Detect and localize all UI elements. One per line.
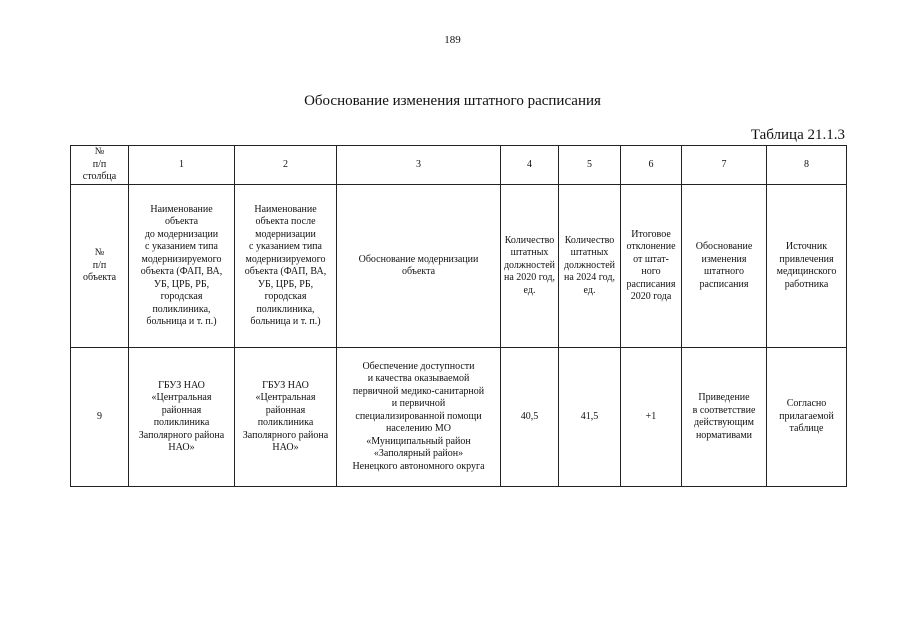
data-positions-2024: 41,5 — [559, 348, 621, 487]
column-number-cell: № п/п столбца — [71, 146, 129, 185]
page-number: 189 — [444, 34, 461, 46]
header-change-reason: Обоснование изменения штатного расписания — [682, 185, 767, 348]
data-change-reason: Приведение в соответствие действующим нормативами — [682, 348, 767, 487]
table-row — [71, 348, 847, 487]
data-total-deviation: +1 — [621, 348, 682, 487]
data-modernization-reason: Обеспечение доступности и качества оказываемой первичной медико-санитарной и первичной специализированной помощи населению МО «Муниципальный район «Заполярный район» Ненецкого автономного округа — [337, 348, 501, 487]
header-modernization-reason: Обоснование модернизации объекта — [337, 185, 501, 348]
staffing-justification-table — [70, 145, 847, 487]
data-object-after: ГБУЗ НАО «Центральная районная поликлиника Заполярного района НАО» — [235, 348, 337, 487]
column-number-cell: 3 — [337, 146, 501, 185]
header-object-before: Наименование объекта до модернизации с указанием типа модернизируемого объекта (ФАП, ВА, УБ, ЦРБ, РБ, городская поликлиника, больница и т. п.) — [129, 185, 235, 348]
header-row — [71, 185, 847, 348]
data-staff-source: Согласно прилагаемой таблице — [767, 348, 847, 487]
document-title: Обоснование изменения штатного расписания — [304, 93, 601, 109]
column-number-row — [71, 146, 847, 185]
header-positions-2024: Количество штатных должностей на 2024 год, ед. — [559, 185, 621, 348]
header-positions-2020: Количество штатных должностей на 2020 год, ед. — [501, 185, 559, 348]
header-object-after: Наименование объекта после модернизации с указанием типа модернизируемого объекта (ФАП, ВА, УБ, ЦРБ, РБ, городская поликлиника, больница и т. п.) — [235, 185, 337, 348]
data-object-before: ГБУЗ НАО «Центральная районная поликлиника Заполярного района НАО» — [129, 348, 235, 487]
column-number-cell: 1 — [129, 146, 235, 185]
table-label: Таблица 21.1.3 — [750, 127, 845, 143]
column-number-cell: 7 — [682, 146, 767, 185]
header-total-deviation: Итоговое отклонение от штат- ного расписания 2020 года — [621, 185, 682, 348]
column-number-cell: 5 — [559, 146, 621, 185]
column-number-cell: 8 — [767, 146, 847, 185]
data-positions-2020: 40,5 — [501, 348, 559, 487]
header-object-number: № п/п объекта — [71, 185, 129, 348]
data-object-number: 9 — [71, 348, 129, 487]
header-staff-source: Источник привлечения медицинского работника — [767, 185, 847, 348]
column-number-cell: 2 — [235, 146, 337, 185]
column-number-cell: 6 — [621, 146, 682, 185]
column-number-cell: 4 — [501, 146, 559, 185]
